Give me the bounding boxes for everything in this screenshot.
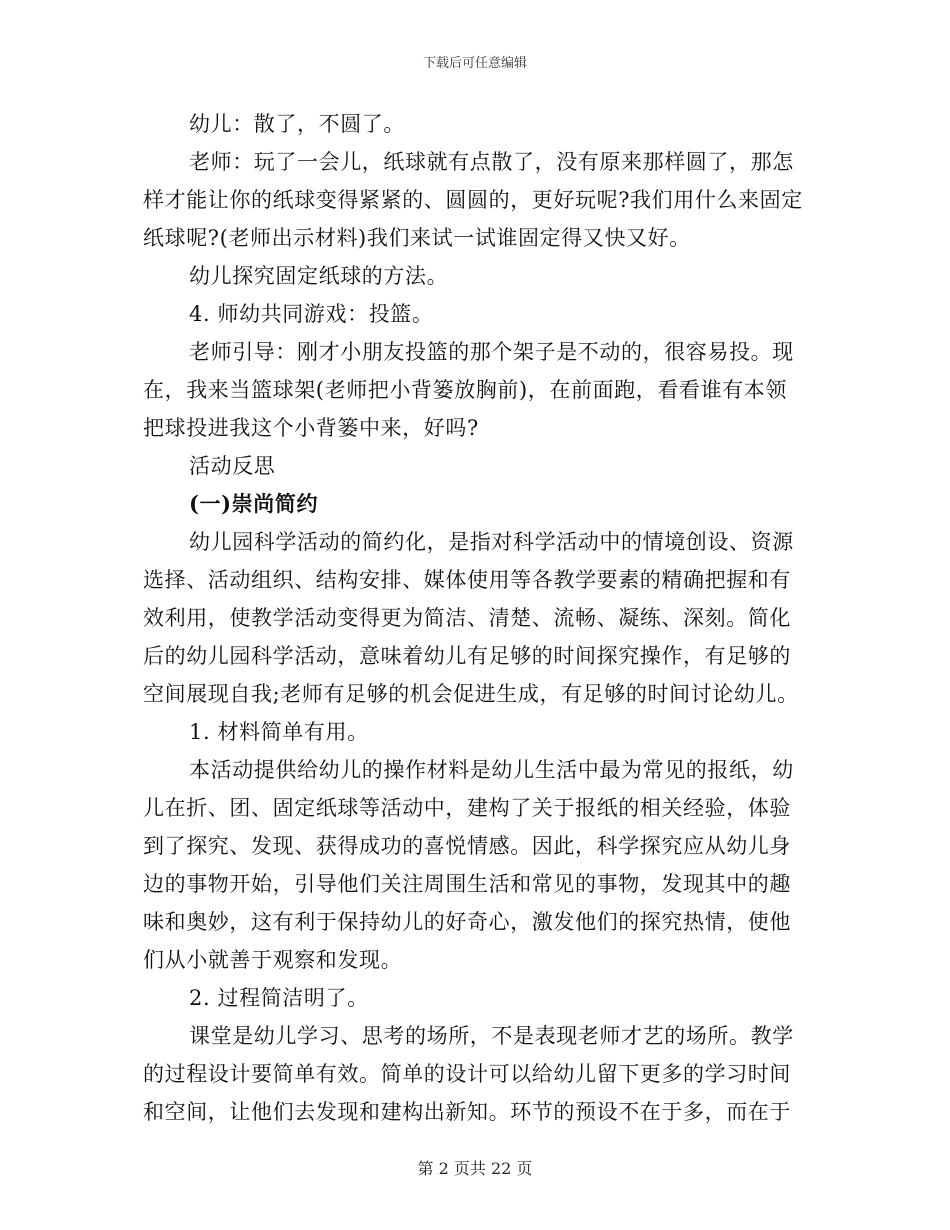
paragraph: 幼儿：散了，不圆了。 xyxy=(189,112,405,136)
paragraph: 幼儿园科学活动的简约化，是指对科学活动中的情境创设、资源选择、活动组织、结构安排、媒体使用等各教学要素的精确把握和有效利用，使教学活动变得更为简洁、清楚、流畅、凝练、深刻。简化后的幼儿园科学活动，意味着幼儿有足够的时间探究操作，有足够的空间展现自我;老师有足够的机会促进生成，有足够的时间讨论幼儿。 xyxy=(143,530,799,706)
section-heading: (一)崇尚简约 xyxy=(189,491,319,516)
paragraph: 本活动提供给幼儿的操作材料是幼儿生活中最为常见的报纸，幼儿在折、团、固定纸球等活动中，建构了关于报纸的相关经验，体验到了探究、发现、获得成功的喜悦情感。因此，科学探究应从幼儿身边的事物开始，引导他们关注周围生活和常见的事物，发现其中的趣味和奥妙，这有利于保持幼儿的好奇心，激发他们的探究热情，使他们从小就善于观察和发现。 xyxy=(143,758,794,972)
list-heading: 1. 材料简单有用。 xyxy=(189,720,369,744)
document-body xyxy=(143,105,808,1131)
section-label: 活动反思 xyxy=(189,454,276,478)
paragraph: 老师引导：刚才小朋友投篮的那个架子是不动的，很容易投。现在，我来当篮球架(老师把小背篓放胸前)，在前面跑，看看谁有本领把球投进我这个小背篓中来，好吗? xyxy=(143,340,794,440)
paragraph: 课堂是幼儿学习、思考的场所，不是表现老师才艺的场所。教学的过程设计要简单有效。简单的设计可以给幼儿留下更多的学习时间和空间，让他们去发现和建构出新知。环节的预设不在于多，而在于 xyxy=(143,1024,794,1124)
list-heading: 2. 过程简洁明了。 xyxy=(189,986,369,1010)
page-footer: 第 2 页共 22 页 xyxy=(417,1159,533,1178)
paragraph: 老师：玩了一会儿，纸球就有点散了，没有原来那样圆了，那怎样才能让你的纸球变得紧紧的、圆圆的，更好玩呢?我们用什么来固定纸球呢?(老师出示材料)我们来试一试谁固定得又快又好。 xyxy=(143,150,803,250)
list-heading: 4. 师幼共同游戏：投篮。 xyxy=(189,302,434,326)
paragraph: 幼儿探究固定纸球的方法。 xyxy=(189,264,449,288)
page-header: 下载后可任意编辑 xyxy=(422,56,527,71)
